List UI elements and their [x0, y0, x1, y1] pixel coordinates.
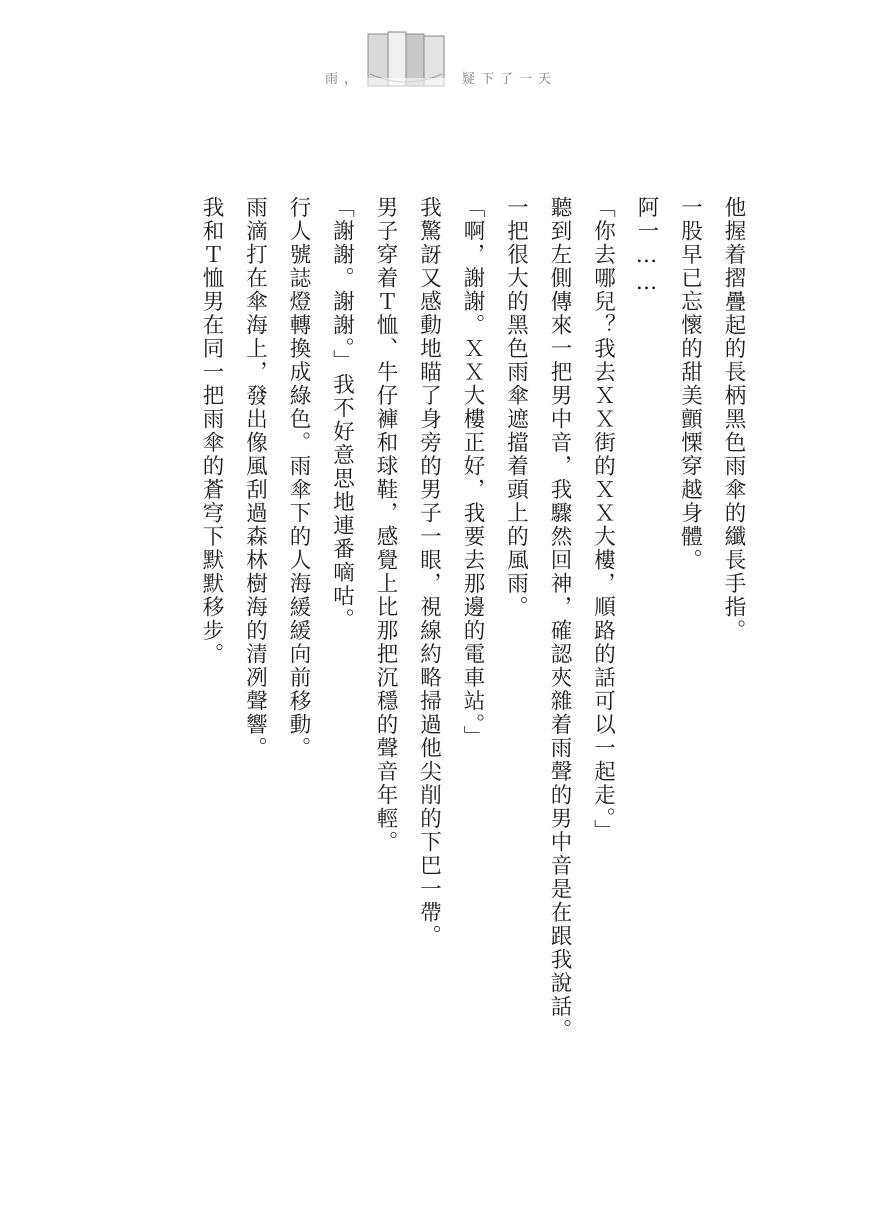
running-header	[0, 0, 886, 110]
paragraph: 他握着摺疊起的長柄黑色雨傘的纖長手指。	[721, 196, 746, 643]
paragraph: 「謝謝。謝謝。」我不好意思地連番嘀咕。	[329, 196, 355, 632]
paragraph: 阿一……	[634, 196, 659, 297]
paragraph: 一股早已忘懷的甜美顫慄穿越身體。	[677, 196, 703, 572]
paragraph: 「啊，謝謝。ＸＸ大樓正好，我要去那邊的電車站。」	[460, 196, 485, 750]
folded-shirts-icon	[366, 30, 446, 90]
paragraph: 我驚訝又感動地瞄了身旁的男子一眼，視線約略掃過他尖削的下巴一帶。	[416, 196, 442, 948]
paragraph: 行人號誌燈轉換成綠色。雨傘下的人海緩緩向前移動。	[286, 196, 311, 760]
header-title-left: 雨，	[325, 72, 364, 87]
vertical-body-text	[185, 196, 755, 1076]
paragraph: 雨滴打在傘海上，發出像風刮過森林樹海的清冽聲響。	[242, 196, 268, 760]
paragraph: 一把很大的黑色雨傘遮擋着頭上的風雨。	[503, 196, 529, 619]
paragraph: 聽到左側傳來一把男中音，我驟然回神，確認夾雜着雨聲的男中音是在跟我說話。	[547, 196, 572, 1042]
paragraph: 男子穿着Ｔ恤、牛仔褲和球鞋，感覺上比那把沉穩的聲音年輕。	[373, 196, 398, 854]
paragraph: 「你去哪兒？我去ＸＸ街的ＸＸ大樓，順路的話可以一起走。」	[590, 196, 616, 844]
paragraph: 我和Ｔ恤男在同一把雨傘的蒼穹下默默移步。	[199, 196, 224, 666]
header-title-right: 疑下了一天	[462, 72, 558, 87]
